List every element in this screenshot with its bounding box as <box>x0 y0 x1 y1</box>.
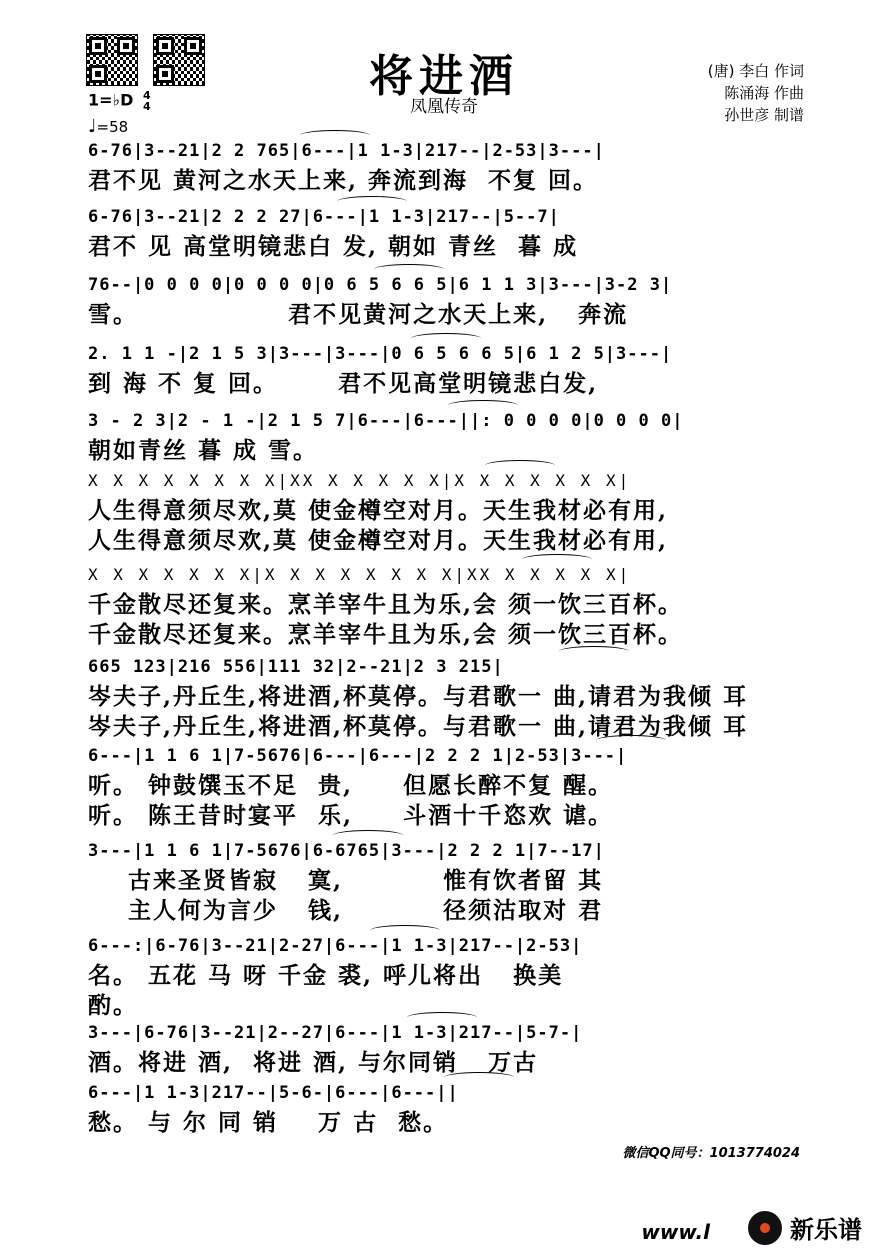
transcriber-credit: 孙世彦 制谱 <box>724 106 804 124</box>
lyric-line: 听。 陈王昔时宴平 乐, 斗酒十千恣欢 谑。 <box>88 802 614 829</box>
lyricist-credit: (唐) 李白 作词 <box>707 62 804 80</box>
music-line: 6---|1 1 6 1|7-5676|6---|6---|2 2 2 1|2-53|3---| <box>88 746 628 766</box>
lyric-line: 愁。 与 尔 同 销 万 古 愁。 <box>88 1109 449 1136</box>
slur-mark <box>370 925 440 936</box>
slur-mark <box>374 264 444 275</box>
lyric-line: 千金散尽还复来。烹羊宰牛且为乐,会 须一饮三百杯。 <box>88 591 684 618</box>
music-line: 2. 1 1 -|2 1 5 3|3---|3---|0 6 5 6 6 5|6 1 2 5|3---| <box>88 344 673 364</box>
lyric-line: 雪。 君不见黄河之水天上来, 奔流 <box>88 301 629 328</box>
key-label: 1=♭D <box>88 90 134 110</box>
lyric-line: 古来圣贤皆寂 寞, 惟有饮者留 其 <box>88 867 604 894</box>
slur-mark <box>300 130 370 141</box>
lyric-line: 酒。将进 酒, 将进 酒, 与尔同销 万古 <box>88 1049 539 1076</box>
lyric-line: 君不见 黄河之水天上来, 奔流到海 不复 回。 <box>88 167 599 194</box>
slur-mark <box>522 554 592 565</box>
lyric-line: 酌。 <box>88 992 138 1019</box>
song-title: 将进酒 <box>369 51 519 102</box>
slur-mark <box>411 333 481 344</box>
lyric-line: 君不 见 高堂明镜悲白 发, 朝如 青丝 暮 成 <box>88 233 579 260</box>
music-line: 3 - 2 3|2 - 1 -|2 1 5 7|6---|6---||: 0 0 0 0|0 0 0 0| <box>88 411 684 431</box>
music-line: X X X X X X X X|XX X X X X X|X X X X X X X| <box>88 471 632 490</box>
music-line: 665 123|216 556|111 32|2--21|2 3 215| <box>88 657 504 677</box>
music-line: 6-76|3--21|2 2 2 27|6---|1 1-3|217--|5--7| <box>88 207 560 227</box>
wechat-contact: 微信QQ同号：1013774024 <box>622 1146 800 1161</box>
slur-mark <box>444 1072 514 1083</box>
record-disc-icon <box>748 1211 782 1245</box>
credits <box>708 60 804 126</box>
music-line: X X X X X X X|X X X X X X X X|XX X X X X X| <box>88 565 632 584</box>
lyric-line: 听。 钟鼓馔玉不足 贵, 但愿长醉不复 醒。 <box>88 772 614 799</box>
slur-mark <box>333 830 403 841</box>
lyric-line: 人生得意须尽欢,莫 使金樽空对月。天生我材必有用, <box>88 527 669 554</box>
slur-mark <box>448 400 518 411</box>
tempo-value: =58 <box>96 118 129 136</box>
lyric-line: 主人何为言少 钱, 径须沽取对 君 <box>88 897 604 924</box>
quarter-note-icon: ♩ <box>88 116 97 137</box>
time-signature <box>143 90 151 112</box>
performer: 凤凰传奇 <box>410 97 478 117</box>
slur-mark <box>337 196 407 207</box>
lyric-line: 朝如青丝 暮 成 雪。 <box>88 437 319 464</box>
music-line: 6-76|3--21|2 2 765|6---|1 1-3|217--|2-53|3---| <box>88 141 605 161</box>
slur-mark <box>559 646 629 657</box>
lyric-line: 千金散尽还复来。烹羊宰牛且为乐,会 须一饮三百杯。 <box>88 621 684 648</box>
slur-mark <box>407 1012 477 1023</box>
music-line: 6---:|6-76|3--21|2-27|6---|1 1-3|217--|2-53| <box>88 936 583 956</box>
slur-mark <box>485 460 555 471</box>
key-signature <box>88 90 151 112</box>
tempo-marking <box>88 116 128 137</box>
time-sig-top: 4 <box>142 89 151 102</box>
composer-credit: 陈涌海 作曲 <box>724 84 804 102</box>
site-url: www.l <box>641 1220 710 1244</box>
brand-name: 新乐谱 <box>790 1216 862 1244</box>
lyric-line: 名。 五花 马 呀 千金 裘, 呼儿将出 换美 <box>88 962 564 989</box>
music-line: 3---|6-76|3--21|2--27|6---|1 1-3|217--|5-7-| <box>88 1023 583 1043</box>
lyric-line: 人生得意须尽欢,莫 使金樽空对月。天生我材必有用, <box>88 497 669 524</box>
music-line: 6---|1 1-3|217--|5-6-|6---|6---|| <box>88 1083 459 1103</box>
time-sig-bottom: 4 <box>142 100 151 113</box>
slur-mark <box>596 735 666 746</box>
music-line: 3---|1 1 6 1|7-5676|6-6765|3---|2 2 2 1|7--17| <box>88 841 605 861</box>
lyric-line: 岑夫子,丹丘生,将进酒,杯莫停。与君歌一 曲,请君为我倾 耳 <box>88 713 749 740</box>
brand-logo <box>748 1210 862 1245</box>
music-line: 76--|0 0 0 0|0 0 0 0|0 6 5 6 6 5|6 1 1 3|3---|3-2 3| <box>88 275 673 295</box>
lyric-line: 岑夫子,丹丘生,将进酒,杯莫停。与君歌一 曲,请君为我倾 耳 <box>88 683 749 710</box>
lyric-line: 到 海 不 复 回。 君不见高堂明镜悲白发, <box>88 370 599 397</box>
